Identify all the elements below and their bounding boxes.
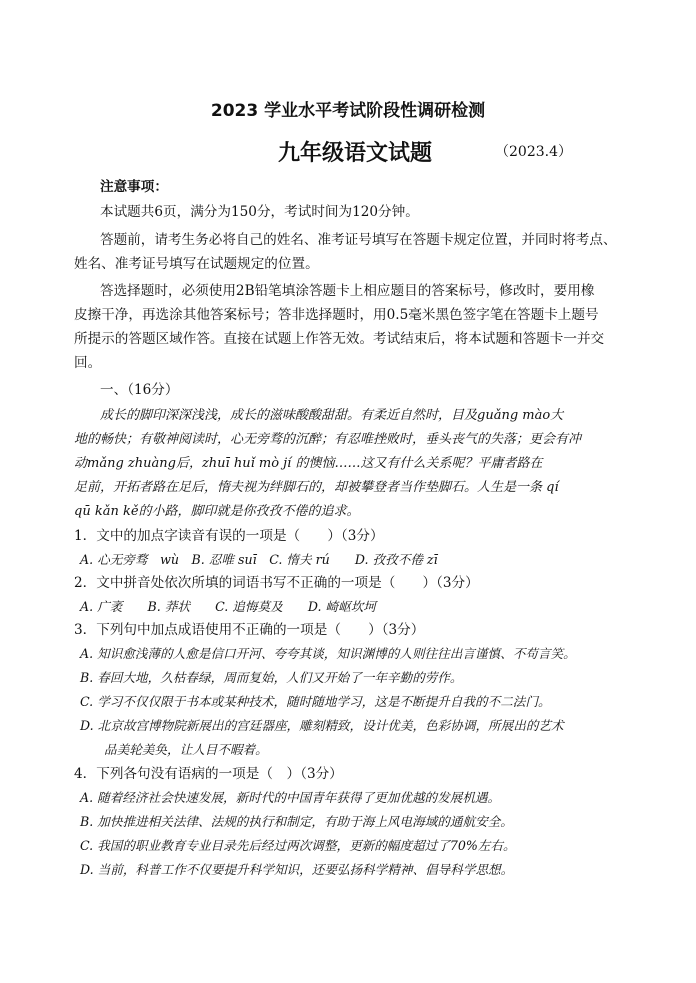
notice-paragraph-3-line-2: 皮擦干净，再选涂其他答案标号；答非选择题时，用0.5毫米黑色签字笔在答题卡上题号	[74, 307, 599, 323]
question-4-option-c: C. 我国的职业教育专业目录先后经过两次调整，更新的幅度超过了70%左右。	[80, 838, 516, 853]
question-3-option-b: B. 春回大地，久枯春绿，周而复始，人们又开始了一年辛勤的劳作。	[80, 670, 463, 685]
question-3-option-a: A. 知识愈浅薄的人愈是信口开河、夸夸其谈，知识渊博的人则往往出言谨慎、不苟言笑。	[80, 646, 576, 661]
question-4-option-d: D. 当前，科普工作不仅要提升科学知识，还要弘扬科学精神、倡导科学思想。	[80, 862, 514, 877]
question-1-options: A. 心无旁骛 wù B. 忍唯 suī C. 惰夫 rú D. 孜孜不倦 zī	[80, 552, 438, 567]
notice-paragraph-3-line-1: 答选择题时，必须使用2B铅笔填涂答题卡上相应题目的答案标号，修改时，要用橡	[100, 283, 595, 299]
notice-paragraph-3-line-3: 所提示的答题区域作答。直接在试题上作答无效。考试结束后，将本试题和答题卡一并交	[74, 331, 605, 347]
section-1-heading: 一、（16分）	[100, 382, 179, 398]
notice-paragraph-2-line-1: 答题前，请考生务必将自己的姓名、准考证号填写在答题卡规定位置，并同时将考点、	[100, 232, 617, 248]
question-1-stem: 1．文中的加点字读音有误的一项是（ ）（3分）	[74, 528, 384, 544]
exam-date: （2023.4）	[495, 144, 572, 160]
notice-heading: 注意事项：	[100, 179, 168, 195]
passage-line: 成长的脚印深深浅浅，成长的滋味酸酸甜甜。有柔近自然时，目及guǎng mào大	[100, 408, 564, 423]
notice-paragraph-1: 本试题共6页，满分为150分，考试时间为120分钟。	[100, 204, 419, 220]
question-3-option-c: C. 学习不仅仅限于书本或某种技术，随时随地学习，这是不断提升自我的不二法门。	[80, 694, 551, 709]
question-4-stem: 4．下列各句没有语病的一项是（ ）（3分）	[74, 766, 343, 782]
question-4-option-b: B. 加快推进相关法律、法规的执行和制定，有助于海上风电海域的通航安全。	[80, 814, 513, 829]
exam-title: 2023 学业水平考试阶段性调研检测	[210, 101, 486, 121]
question-4-option-a: A. 随着经济社会快速发展，新时代的中国青年获得了更加优越的发展机遇。	[80, 790, 501, 805]
passage-line: 地的畅快；有敬神阅读时，心无旁骛的沉醉；有忍唯挫败时，垂头丧气的失落；更会有冲	[74, 432, 582, 447]
subject-title: 九年级语文试题	[278, 141, 433, 166]
notice-paragraph-2-line-2: 姓名、准考证号填写在试题规定的位置。	[74, 256, 319, 272]
notice-paragraph-3-line-4: 回。	[74, 355, 102, 371]
passage-line: 足前，开拓者路在足后，惰夫视为绊脚石的，却被攀登者当作垫脚石。人生是一条 qí	[74, 480, 559, 495]
passage-line: 动mǎng zhuàng后，zhuī huǐ mò jí 的懊恼……这又有什么关系呢？平庸者路在	[74, 456, 543, 471]
question-2-stem: 2．文中拼音处依次所填的词语书写不正确的一项是（ ）（3分）	[74, 575, 479, 591]
passage-line: qū kǎn kě的小路，脚印就是你孜孜不倦的追求。	[74, 504, 360, 519]
question-2-options: A. 广袤 B. 莽状 C. 追悔莫及 D. 崎岖坎坷	[80, 599, 376, 614]
question-3-stem: 3．下列句中加点成语使用不正确的一项是（ ）（3分）	[74, 622, 425, 638]
question-3-option-d: D. 北京故宫博物院新展出的宫廷器座，雕刻精致，设计优美，色彩协调，所展出的艺术	[80, 718, 564, 733]
question-3-option-d-continued: 品美轮美奂，让人目不暇着。	[104, 742, 268, 757]
